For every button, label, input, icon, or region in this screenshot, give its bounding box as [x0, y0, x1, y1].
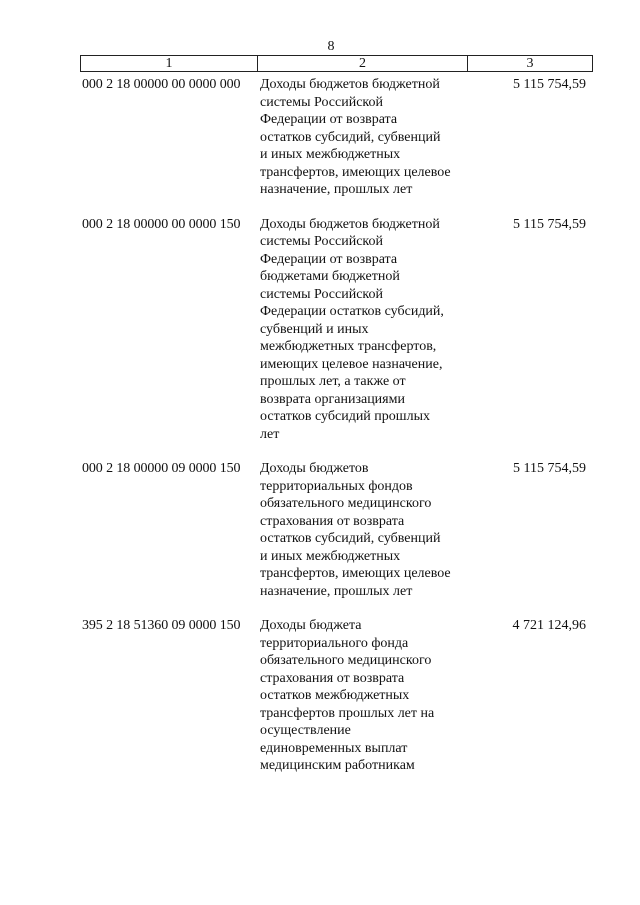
description-line: Доходы бюджетов бюджетной [260, 77, 440, 92]
description-line: обязательного медицинского [260, 653, 432, 668]
description-line: и иных межбюджетных [260, 548, 401, 564]
table-row [82, 617, 592, 775]
table-body [82, 76, 592, 775]
column-header-3: 3 [526, 55, 534, 71]
description-line: назначение, прошлых лет [260, 182, 413, 197]
budget-code: 000 2 18 00000 09 0000 150 [82, 461, 241, 476]
description-line: прошлых лет, а также от [260, 374, 406, 389]
description-line: трансфертов прошлых лет на [260, 705, 435, 721]
description-line: остатков межбюджетных [260, 688, 410, 703]
description-line: страхования от возврата [260, 670, 405, 686]
table-row [82, 460, 592, 600]
description-line: трансфертов, имеющих целевое [260, 566, 451, 581]
income-description [259, 617, 475, 775]
table-row [82, 216, 592, 444]
description-line: Федерации остатков субсидий, [260, 304, 444, 319]
description-line: единовременных выплат [260, 740, 408, 756]
income-description [259, 216, 475, 444]
amount-value: 4 721 124,96 [512, 618, 586, 633]
description-line: межбюджетных трансфертов, [260, 339, 437, 354]
description-line: территориальных фондов [260, 478, 413, 494]
description-line: имеющих целевое назначение, [260, 356, 443, 372]
description-line: бюджетами бюджетной [260, 269, 400, 284]
description-line: Доходы бюджета [260, 618, 362, 633]
description-line: территориального фонда [260, 635, 409, 651]
description-line: медицинским работникам [260, 758, 415, 773]
amount-value: 5 115 754,59 [513, 461, 586, 476]
description-line: Доходы бюджетов бюджетной [260, 216, 440, 232]
description-line: системы Российской [260, 94, 384, 110]
description-line: лет [260, 426, 280, 442]
description-line: осуществление [260, 723, 351, 738]
amount-value: 5 115 754,59 [513, 77, 586, 92]
description-line: обязательного медицинского [260, 496, 432, 511]
description-line: и иных межбюджетных [260, 147, 401, 162]
income-description [259, 460, 475, 600]
table-header [80, 55, 593, 72]
description-line: назначение, прошлых лет [260, 583, 413, 599]
table-row [82, 76, 592, 199]
description-line: субвенций и иных [260, 321, 369, 337]
description-line: системы Российской [260, 286, 384, 302]
description-line: остатков субсидий прошлых [260, 409, 430, 424]
page-number: 8 [327, 39, 335, 54]
column-header-2: 2 [258, 56, 468, 71]
description-line: остатков субсидий, субвенций [260, 129, 441, 145]
description-line: возврата организациями [260, 391, 405, 407]
budget-code: 000 2 18 00000 00 0000 000 [82, 77, 241, 92]
amount-value: 5 115 754,59 [513, 216, 586, 232]
column-header-1: 1 [81, 56, 258, 71]
description-line: Федерации от возврата [260, 251, 398, 267]
description-line: трансфертов, имеющих целевое [260, 164, 451, 180]
description-line: остатков субсидий, субвенций [260, 531, 441, 546]
description-line: Федерации от возврата [260, 112, 398, 127]
description-line: страхования от возврата [260, 513, 405, 529]
description-line: Доходы бюджетов [260, 461, 369, 476]
description-line: системы Российской [260, 234, 384, 249]
budget-code: 395 2 18 51360 09 0000 150 [82, 618, 241, 633]
budget-code: 000 2 18 00000 00 0000 150 [82, 216, 241, 232]
income-description [259, 76, 475, 199]
